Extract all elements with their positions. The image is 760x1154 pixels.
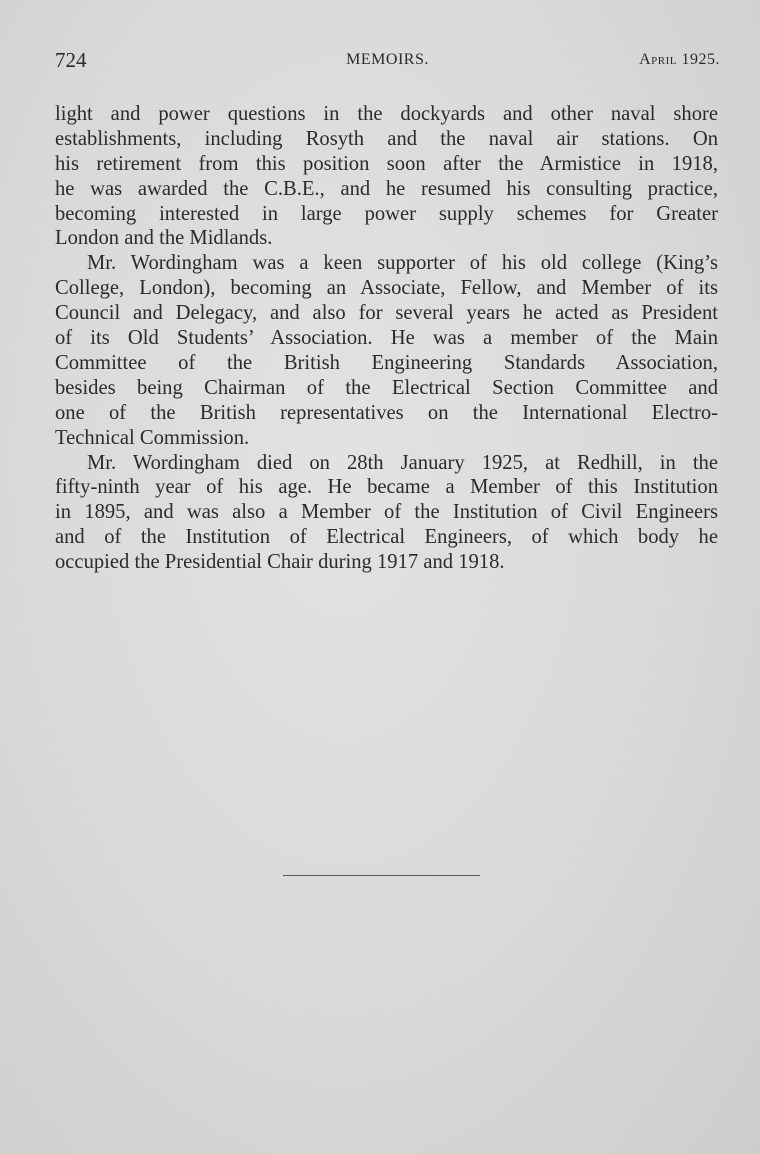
text-line: occupied the Presidential Chair during 1917 and 1918. bbox=[55, 551, 505, 574]
text-line: Committee of the British Engineering Standards Association, bbox=[55, 351, 718, 374]
running-header bbox=[55, 48, 720, 74]
paragraph bbox=[55, 102, 718, 251]
text-line: Technical Commission. bbox=[55, 426, 250, 449]
text-line: one of the British representatives on the International Electro- bbox=[55, 401, 718, 424]
text-line: and of the Institution of Electrical Engineers, of which body he bbox=[55, 526, 718, 549]
text-line: of its Old Students’ Association. He was a member of the Main bbox=[55, 327, 718, 350]
text-line: establishments, including Rosyth and the naval air stations. On bbox=[55, 127, 718, 150]
text-line: London and the Midlands. bbox=[55, 227, 273, 250]
memoir-body bbox=[55, 102, 718, 575]
paragraph bbox=[55, 451, 718, 575]
text-line: Council and Delegacy, and also for several years he acted as President bbox=[55, 302, 718, 325]
page-number: 724 bbox=[55, 48, 87, 72]
text-line: besides being Chairman of the Electrical Section Committee and bbox=[55, 376, 718, 399]
issue-date: April 1925. bbox=[639, 51, 720, 68]
text-line: light and power questions in the dockyards and other naval shore bbox=[55, 103, 718, 125]
text-line: College, London), becoming an Associate, Fellow, and Member of its bbox=[55, 277, 718, 300]
text-line: in 1895, and was also a Member of the Institution of Civil Engineers bbox=[55, 501, 718, 524]
text-line: becoming interested in large power supply schemes for Greater bbox=[55, 202, 718, 225]
running-title: MEMOIRS. bbox=[346, 51, 429, 68]
text-line: Mr. Wordingham was a keen supporter of his old college (King’s bbox=[87, 252, 718, 275]
text-line: Mr. Wordingham died on 28th January 1925, at Redhill, in the bbox=[87, 451, 718, 474]
text-line: fifty-ninth year of his age. He became a Member of this Institution bbox=[55, 476, 718, 499]
paragraph bbox=[55, 251, 718, 450]
text-line: his retirement from this position soon after the Armistice in 1918, bbox=[55, 152, 718, 175]
text-line: he was awarded the C.B.E., and he resumed his consulting practice, bbox=[55, 177, 718, 200]
section-end-rule bbox=[283, 875, 480, 876]
